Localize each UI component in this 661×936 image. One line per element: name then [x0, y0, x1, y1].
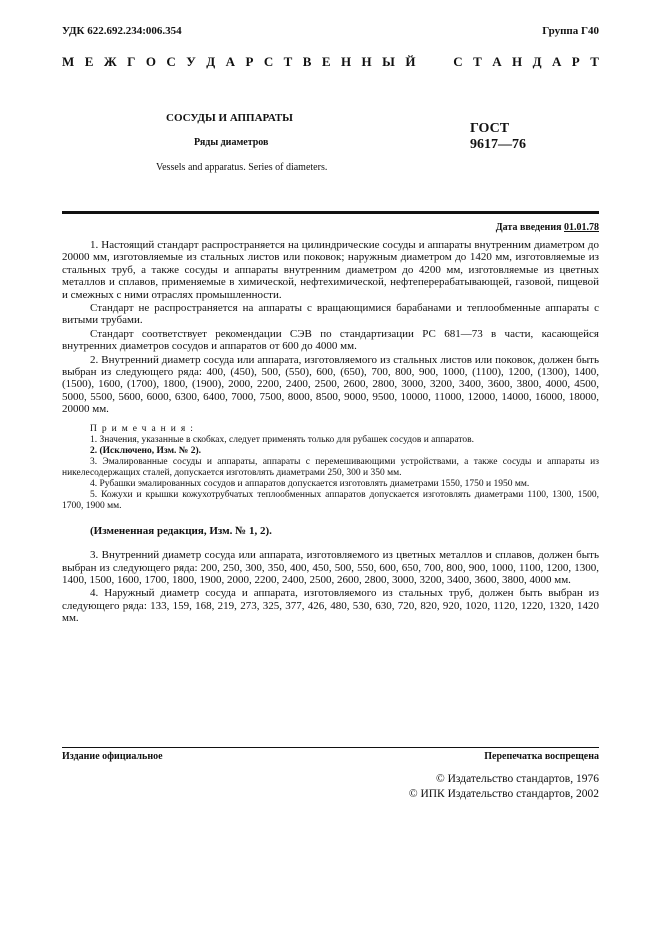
copyright-1976: © Издательство стандартов, 1976: [435, 773, 599, 785]
paragraph-4: 2. Внутренний диаметр сосуда или аппарата, изготовляемого из стальных листов или поковок, должен быть выбран из следующего ряда: 400, (450), 500, (550), 600, (650), 700, 800, 900, 1000, (1100), 1200, (1300), 1400, (1500), 1600, (1700), 1800, (1900), 2000, 2200, 2400, 2500, 2600, 2800, 3000, 3200, 3400, 3600, 3800, 4000, 4500, 5000, 5500, 5600, 6000, 6300, 6400, 7000, 7500, 8000, 8500, 9000, 9500, 10000, 11000, 12000, 14000, 16000, 18000, 20000 мм.: [62, 353, 599, 416]
document-body: [62, 239, 599, 626]
banner-letter: Д: [206, 54, 216, 69]
amendment-note: (Измененная редакция, Изм. № 1, 2).: [90, 524, 272, 537]
banner-letter: Г: [127, 54, 136, 69]
banner-letter: Т: [590, 54, 599, 69]
note-2: 2. (Исключено, Изм. № 2).: [90, 445, 202, 456]
note-3: 3. Эмалированные сосуды и аппараты, аппараты с перемешивающими устройствами, а также сосуды и аппараты из никелесодержащих сталей, допускается изготовлять диаметрами 250, 300 и 350 мм.: [62, 456, 599, 478]
effective-date-value: 01.01.78: [564, 222, 599, 233]
paragraph-1: 1. Настоящий стандарт распространяется на цилиндрические сосуды и аппараты внутренним диаметром до 20000 мм, изготовляемые из стальных листов или поковок; наружным диаметром до 1420 мм, изготовляемые из стальных труб, а также сосуды и аппараты внутренним диаметром до 4200 мм, изготовляемые из цветных металлов и сплавов, применяемые в химической, нефтехимической, нефтеперерабатывающей, газовой, пищевой и смежных с ними отраслях промышленности.: [62, 239, 599, 301]
banner-letter: С: [263, 54, 274, 69]
banner-letter: Е: [321, 54, 331, 69]
banner-letter: Е: [84, 54, 94, 69]
copyright-block: [409, 772, 599, 802]
banner-letter: Н: [512, 54, 523, 69]
banner-letter: [440, 54, 443, 70]
banner-letter: Ж: [103, 54, 117, 69]
banner-letter: Д: [532, 54, 542, 69]
paragraph-5: 3. Внутренний диаметр сосуда или аппарата, изготовляемого из цветных металлов и сплавов, должен быть выбран из следующего ряда: 200, 250, 300, 350, 400, 450, 500, 550, 600, 650, 700, 800, 900, 1000, 1100, 1200, 1300, 1400, 1500, 1600, 1700, 1800, 1900, 2000, 2200, 2400, 2500, 2600, 2800, 3000, 3200, 3400, 3600, 3800, 4000 мм.: [62, 549, 599, 586]
banner-letter: А: [551, 54, 562, 69]
document-title: СОСУДЫ И АППАРАТЫ: [166, 112, 293, 124]
gost-code: 9617—76: [470, 137, 526, 152]
banner-letter: А: [492, 54, 502, 69]
udk-code: УДК 622.692.234:006.354: [62, 25, 182, 37]
banner-letter: С: [166, 54, 176, 69]
banner-letter: Т: [283, 54, 293, 69]
banner-letter: О: [145, 54, 156, 69]
reprint-prohibited: Перепечатка воспрещена: [484, 751, 599, 762]
copyright-2002: © ИПК Издательство стандартов, 2002: [408, 788, 599, 800]
banner-letter: [426, 54, 429, 70]
banner-letter: У: [186, 54, 196, 69]
banner-letter: Й: [405, 54, 416, 69]
banner-letter: Р: [571, 54, 580, 69]
notes-header: Примечания:: [90, 423, 198, 434]
effective-date: [496, 222, 599, 233]
banner-letter: Т: [473, 54, 482, 69]
effective-date-label: Дата введения: [495, 222, 564, 233]
group-code: Группа Г40: [542, 25, 599, 37]
notes-block: [62, 424, 599, 512]
banner-letter: Н: [340, 54, 352, 69]
banner-letter: Ы: [382, 54, 395, 69]
banner-letter: Р: [245, 54, 254, 69]
interstate-standard-banner: [62, 54, 599, 70]
paragraph-6: 4. Наружный диаметр сосуда и аппарата, изготовляемого из стальных труб, должен быть выбран из следующего ряда: 133, 159, 168, 219, 273, 325, 377, 426, 480, 530, 630, 720, 820, 920, 1020, 1120, 1220, 1320, 1420 мм.: [62, 587, 599, 625]
banner-letter: М: [62, 54, 75, 69]
official-edition: Издание официальное: [62, 751, 163, 762]
banner-letter: С: [453, 54, 463, 69]
banner-letter: Н: [361, 54, 372, 69]
english-title: Vessels and apparatus. Series of diameters.: [156, 162, 328, 173]
paragraph-3: Стандарт соответствует рекомендации СЭВ по стандартизации РС 681—73 в части, касающейся внутренних диаметров сосудов и аппаратов от 600 до 4000 мм.: [62, 327, 599, 353]
note-4: 4. Рубашки эмалированных сосудов и аппаратов допускается изготовлять диаметрами 1550, 1750 и 1950 мм.: [90, 478, 530, 489]
gost-number: [470, 121, 526, 153]
document-subtitle: Ряды диаметров: [194, 137, 269, 148]
note-5: 5. Кожухи и крышки кожухотрубчатых теплообменных аппаратов допускается изготовлять диаметрами 1100, 1300, 1500, 1700, 1900 мм.: [62, 489, 599, 511]
banner-letter: В: [302, 54, 312, 69]
banner-letter: А: [225, 54, 235, 69]
note-1: 1. Значения, указанные в скобках, следует применять только для рубашек сосудов и аппаратов.: [90, 434, 475, 445]
footer-divider: [62, 747, 599, 748]
header-divider: [62, 211, 599, 214]
paragraph-2: Стандарт не распространяется на аппараты с вращающимися барабанами и теплообменные аппараты с витыми трубами.: [62, 302, 599, 327]
gost-label: ГОСТ: [470, 121, 510, 136]
